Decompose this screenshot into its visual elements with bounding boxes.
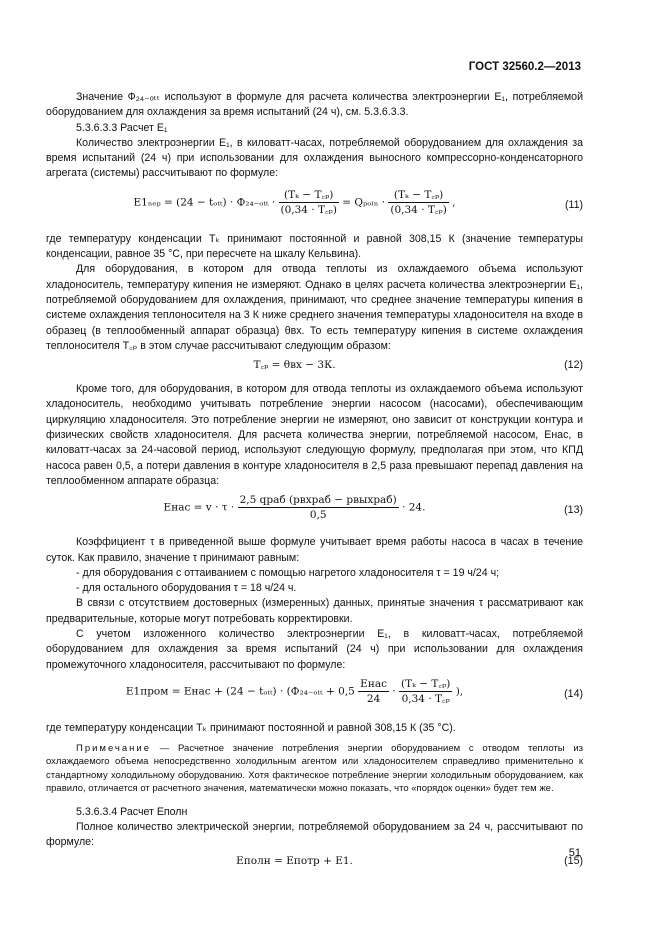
eq15-expression: Eполн = Eпотр + E1. (236, 855, 353, 868)
eq11-mid: = Qₚₒₗₙ · (342, 196, 386, 209)
equation-number-12: (12) (564, 359, 583, 372)
section-heading-5-3-6-3-4: 5.3.6.3.4 Расчет Eполн (76, 805, 188, 818)
eq14-fraction-2 (399, 677, 452, 706)
equation-number-13: (13) (564, 504, 583, 517)
eq11-frac1-denominator: (0,34 · T꜀ₚ) (280, 203, 337, 216)
standard-header: ГОСТ 32560.2—2013 (468, 61, 581, 73)
eq14-frac2-denominator: 0,34 · T꜀ₚ (401, 692, 450, 705)
list-item: - для остального оборудования τ = 18 ч/24 ч. (76, 582, 297, 595)
eq14-frac1-denominator: 24 (366, 692, 381, 705)
page-body (46, 90, 583, 878)
eq11-fraction-2 (388, 188, 448, 217)
paragraph-8: С учетом изложенного количество электроэнергии E₁, в киловатт-часах, потребляемой оборудованием для охлаждения за время испытаний (24 ч) при использовании для охлаждения промежуточного хладоносителя, рассчитывают по формуле: (46, 628, 583, 671)
eq11-lhs: E1ₙₑₚ = (24 − tₒₜₜ) · Ф₂₄₋ₒₜₜ · (133, 196, 276, 209)
section-heading-5-3-6-3-3: 5.3.6.3.3 Расчет E₁ (76, 121, 168, 134)
eq12-expression: T꜀ₚ = θвх − 3К. (253, 359, 336, 372)
paragraph-7: В связи с отсутствием достоверных (измеренных) данных, принятые значения τ рассматривают как предварительные, которые могут потребовать корректировки. (46, 597, 583, 625)
eq14-frac2-numerator: (Tₖ − T꜀ₚ) (401, 677, 451, 690)
eq14-rhs: ), (455, 685, 464, 698)
eq11-frac2-numerator: (Tₖ − T꜀ₚ) (388, 188, 448, 203)
equation-13 (46, 493, 583, 535)
equation-14: E1пром = Eнас + (24 − tₒₜₜ) · (Ф₂₄₋ₒₜₜ + 0,5 $\frac{\text{Eнас}}{24}$ · $\frac{\text{(Tₖ − T꜀ₚ)}}{\text{0,34 · T꜀ₚ}}$ ), (14) (125, 677, 583, 705)
paragraph-3: где температуру конденсации Tₖ принимают постоянной и равной 308,15 К (значение температуры конденсации, равное 35 °С, при пересчете на шкалу Кельвина). (46, 232, 583, 261)
list-item: - для оборудования с оттаиванием с помощью нагретого хладоносителя τ = 19 ч/24 ч; (76, 566, 500, 579)
paragraph-5: Кроме того, для оборудования, в котором для отвода теплоты из охлаждаемого объема используют хладоноситель, необходимо учитывать потребление энергии насосом (насосами), обеспечивающим циркуляцию хладоносителя. Это потребление энергии не измеряют, оно зависит от конструкции контура и физических свойств хладоносителя. Для расчета количества энергии, потребляемой насосом, Eнас, в киловатт-часах за 24-часовой период, используют следующую формулу, предполагая при этом, что КПД насоса равен 0,5, а потери давления в контуре хладоносителя в 2,5 раза превышают перепад давления на теплообменном аппарате образца: (46, 383, 583, 487)
eq14-frac1-numerator: Eнас (360, 677, 387, 690)
page-number: 51 (568, 847, 581, 859)
paragraph-6: Коэффициент τ в приведенной выше формуле учитывает время работы насоса в часах в течение суток. Как правило, значение τ принимают равным: (46, 536, 583, 564)
tau-values-list (46, 566, 583, 597)
eq14-fraction-1 (358, 677, 389, 706)
eq13-numerator: 2,5 qраб (pвхраб − pвыхраб) (239, 494, 397, 507)
eq14-lhs: E1пром = Eнас + (24 − tₒₜₜ) · (Ф₂₄₋ₒₜₜ + 0,5 (125, 685, 355, 698)
eq13-rhs: · 24. (402, 501, 426, 514)
eq13-fraction (238, 493, 399, 522)
eq13-lhs: Eнас = v · τ · (163, 501, 235, 514)
eq13-denominator: 0,5 (309, 509, 327, 522)
paragraph-9: где температуру конденсации Tₖ принимают постоянной и равной 308,15 К (35 °С). (46, 721, 456, 734)
eq11-frac2-denominator: (0,34 · T꜀ₚ) (390, 203, 447, 216)
equation-number-14: (14) (564, 687, 583, 700)
note (46, 742, 583, 795)
eq11-fraction-1 (279, 188, 339, 217)
paragraph-10: Полное количество электрической энергии, потребляемой оборудованием за 24 ч, рассчитывают по формуле: (46, 820, 583, 849)
equation-15 (46, 854, 583, 878)
paragraph-1: Значение Ф₂₄₋ₒₜₜ используют в формуле для расчета количества электроэнергии E₁, потребляемой оборудованием для охлаждения за время испытаний (24 ч), см. 5.3.6.3.3. (46, 91, 583, 119)
equation-number-11: (11) (564, 198, 583, 211)
paragraph-2: Количество электроэнергии E₁, в киловатт-часах, потребляемой оборудованием для охлаждения за время испытаний (24 ч) при использовании для охлаждения выносного компрессорно-конденсаторного агрегата (системы) рассчитывают по формуле: (46, 136, 583, 180)
eq11-frac1-numerator: (Tₖ − T꜀ₚ) (279, 188, 339, 203)
paragraph-4: Для оборудования, в котором для отвода теплоты из охлаждаемого объема используют хладоноситель, температуру кипения не измеряют. Однако в целях расчета количества электроэнергии E₁, потребляемой оборудованием для охлаждения, принимают, что среднее значение температуры кипения в системе охлаждения теплоносителя на 3 К ниже среднего значения температуры хладоносителя на входе в образец (в теплообменный аппарат образца) θвх. То есть температуру кипения в системе охлаждения теплоносителя T꜀ₚ в этом случае рассчитывают следующим образом: (46, 263, 583, 352)
equation-11: E1ₙₑₚ = (24 − tₒₜₜ) · Ф₂₄₋ₒₜₜ · $\frac{\text{(Tₖ − T꜀ₚ)}}{\text{(0,34 · T꜀ₚ)}}$ = Qₚₒₗₙ · $\frac{\text{(Tₖ − T꜀ₚ)}}{\text{(0,34 · T꜀ₚ)}}$ , (11) (133, 188, 583, 216)
note-text: — Расчетное значение потребления энергии оборудованием с отводом теплоты из охлаждаемого объема непосредственно холодильным агентом или хладоносителем справедливо применительно к стандартному холодильному оборудованию. Хотя фактическое потребление энергии холодильным оборудованием, как правило, отличается от расчетного значения, математически можно показать, что «порядок оценки» будет тем же. (46, 743, 583, 794)
note-label: Примечание (76, 743, 151, 755)
equation-12 (46, 358, 583, 382)
equation-number-15: (15) (564, 855, 583, 868)
